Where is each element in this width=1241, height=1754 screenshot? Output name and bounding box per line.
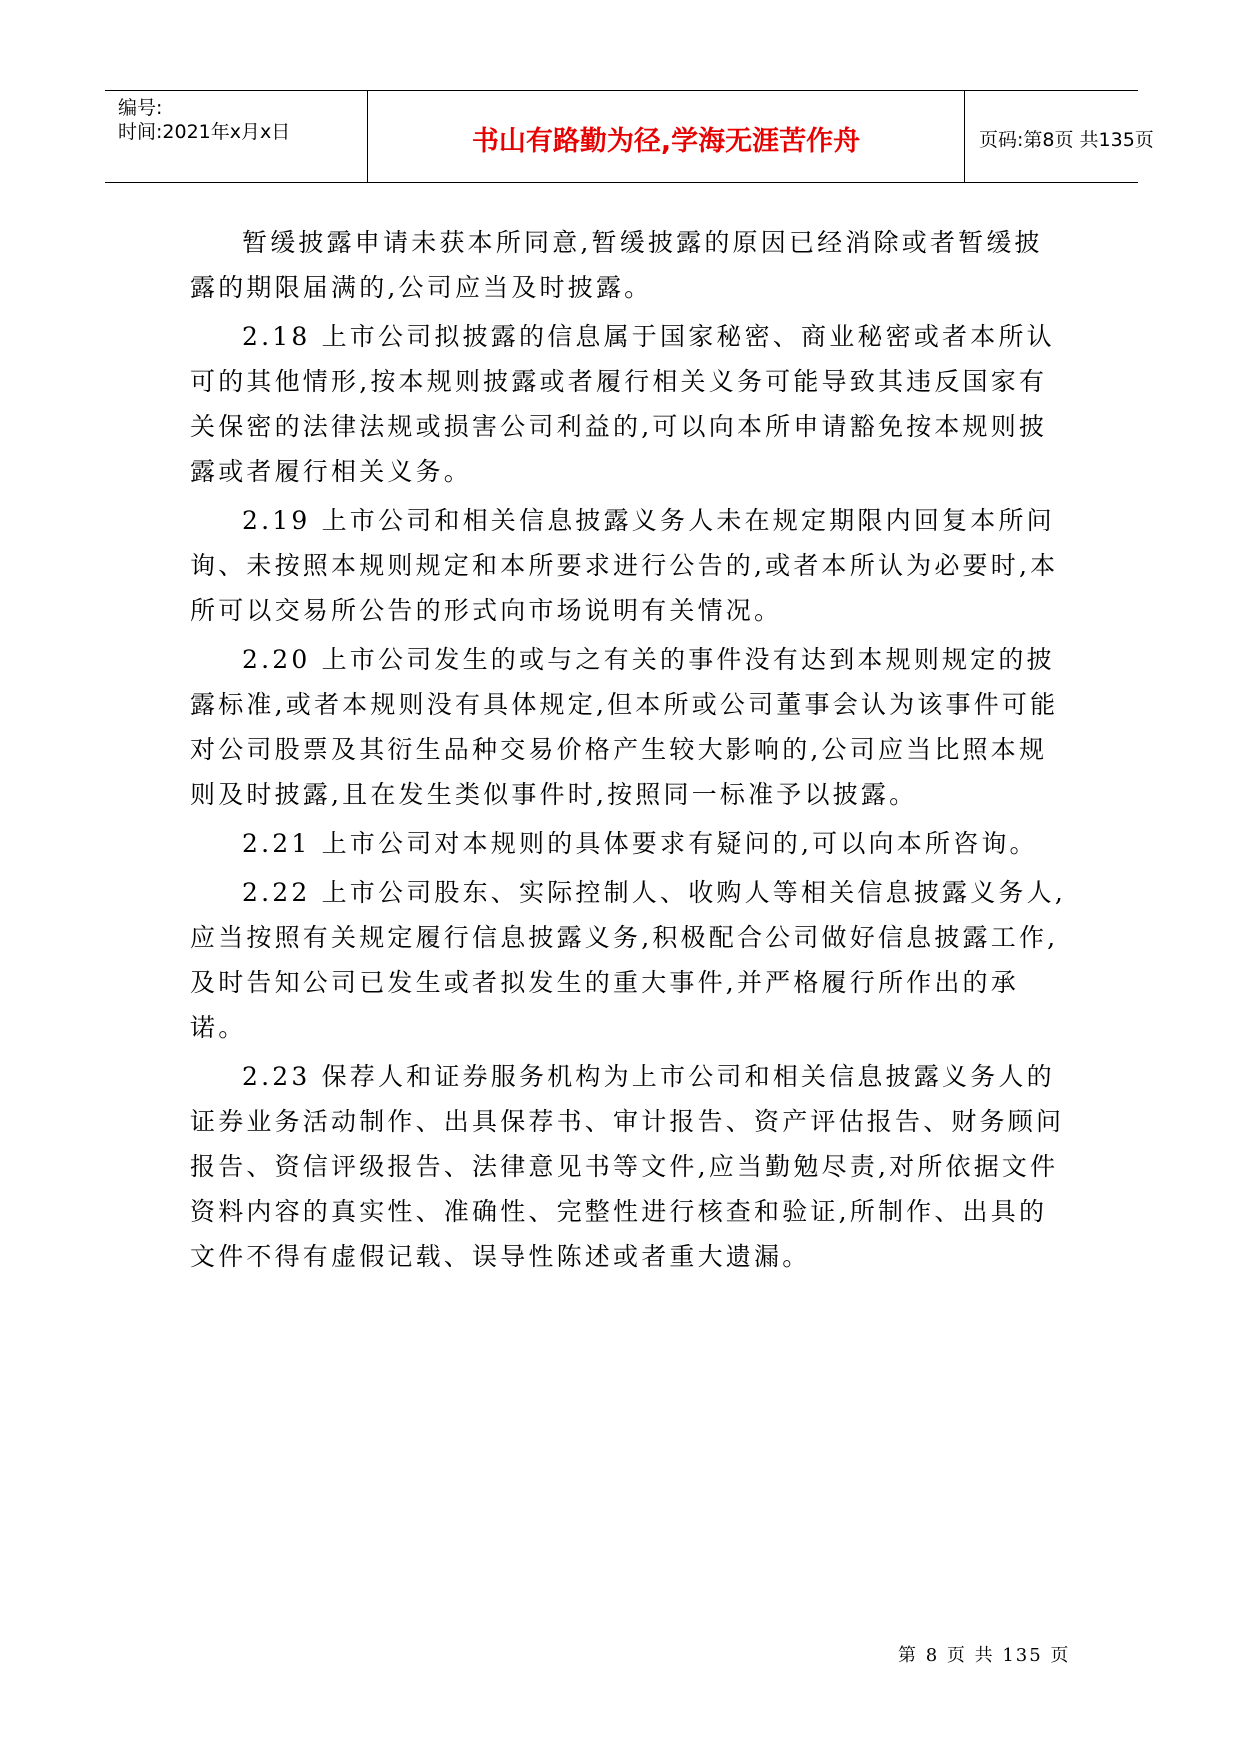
paragraph: 2.23 保荐人和证券服务机构为上市公司和相关信息披露义务人的证券业务活动制作、出具保荐书、审计报告、资产评估报告、财务顾问报告、资信评级报告、法律意见书等文件,应当勤勉尽责,对所依据文件资料内容的真实性、准确性、完整性进行核查和验证,所制作、出具的文件不得有虚假记载、误导性陈述或者重大遗漏。	[190, 1062, 1065, 1271]
paragraph: 2.18 上市公司拟披露的信息属于国家秘密、商业秘密或者本所认可的其他情形,按本规则披露或者履行相关义务可能导致其违反国家有关保密的法律法规或损害公司利益的,可以向本所申请豁免按本规则披露或者履行相关义务。	[190, 322, 1055, 486]
paragraph: 暂缓披露申请未获本所同意,暂缓披露的原因已经消除或者暂缓披露的期限届满的,公司应当及时披露。	[190, 228, 1043, 302]
header-info-cell	[105, 91, 368, 182]
paragraph: 2.20 上市公司发生的或与之有关的事件没有达到本规则规定的披露标准,或者本规则没有具体规定,但本所或公司董事会认为该事件可能对公司股票及其衍生品种交易价格产生较大影响的,公司应当比照本规则及时披露,且在发生类似事件时,按照同一标准予以披露。	[190, 645, 1059, 809]
page-header	[105, 90, 1154, 183]
paragraph: 2.21 上市公司对本规则的具体要求有疑问的,可以向本所咨询。	[242, 829, 1038, 858]
page-footer: 第 8 页 共 135 页	[898, 1645, 1071, 1666]
header-page-code-cell	[965, 93, 1154, 184]
document-body	[190, 220, 1070, 1283]
motto-text: 书山有路勤为径,学海无涯苦作舟	[471, 126, 861, 157]
time-label: 时间:2021年x月x日	[118, 121, 291, 143]
page-code: 页码:第8页 共135页	[979, 129, 1154, 151]
header-motto-cell	[368, 91, 965, 182]
serial-label: 编号:	[118, 97, 163, 119]
paragraph: 2.19 上市公司和相关信息披露义务人未在规定期限内回复本所问询、未按照本规则规定和本所要求进行公告的,或者本所认为必要时,本所可以交易所公告的形式向市场说明有关情况。	[190, 506, 1059, 625]
paragraph: 2.22 上市公司股东、实际控制人、收购人等相关信息披露义务人,应当按照有关规定履行信息披露义务,积极配合公司做好信息披露工作,及时告知公司已发生或者拟发生的重大事件,并严格履行所作出的承诺。	[190, 878, 1066, 1042]
